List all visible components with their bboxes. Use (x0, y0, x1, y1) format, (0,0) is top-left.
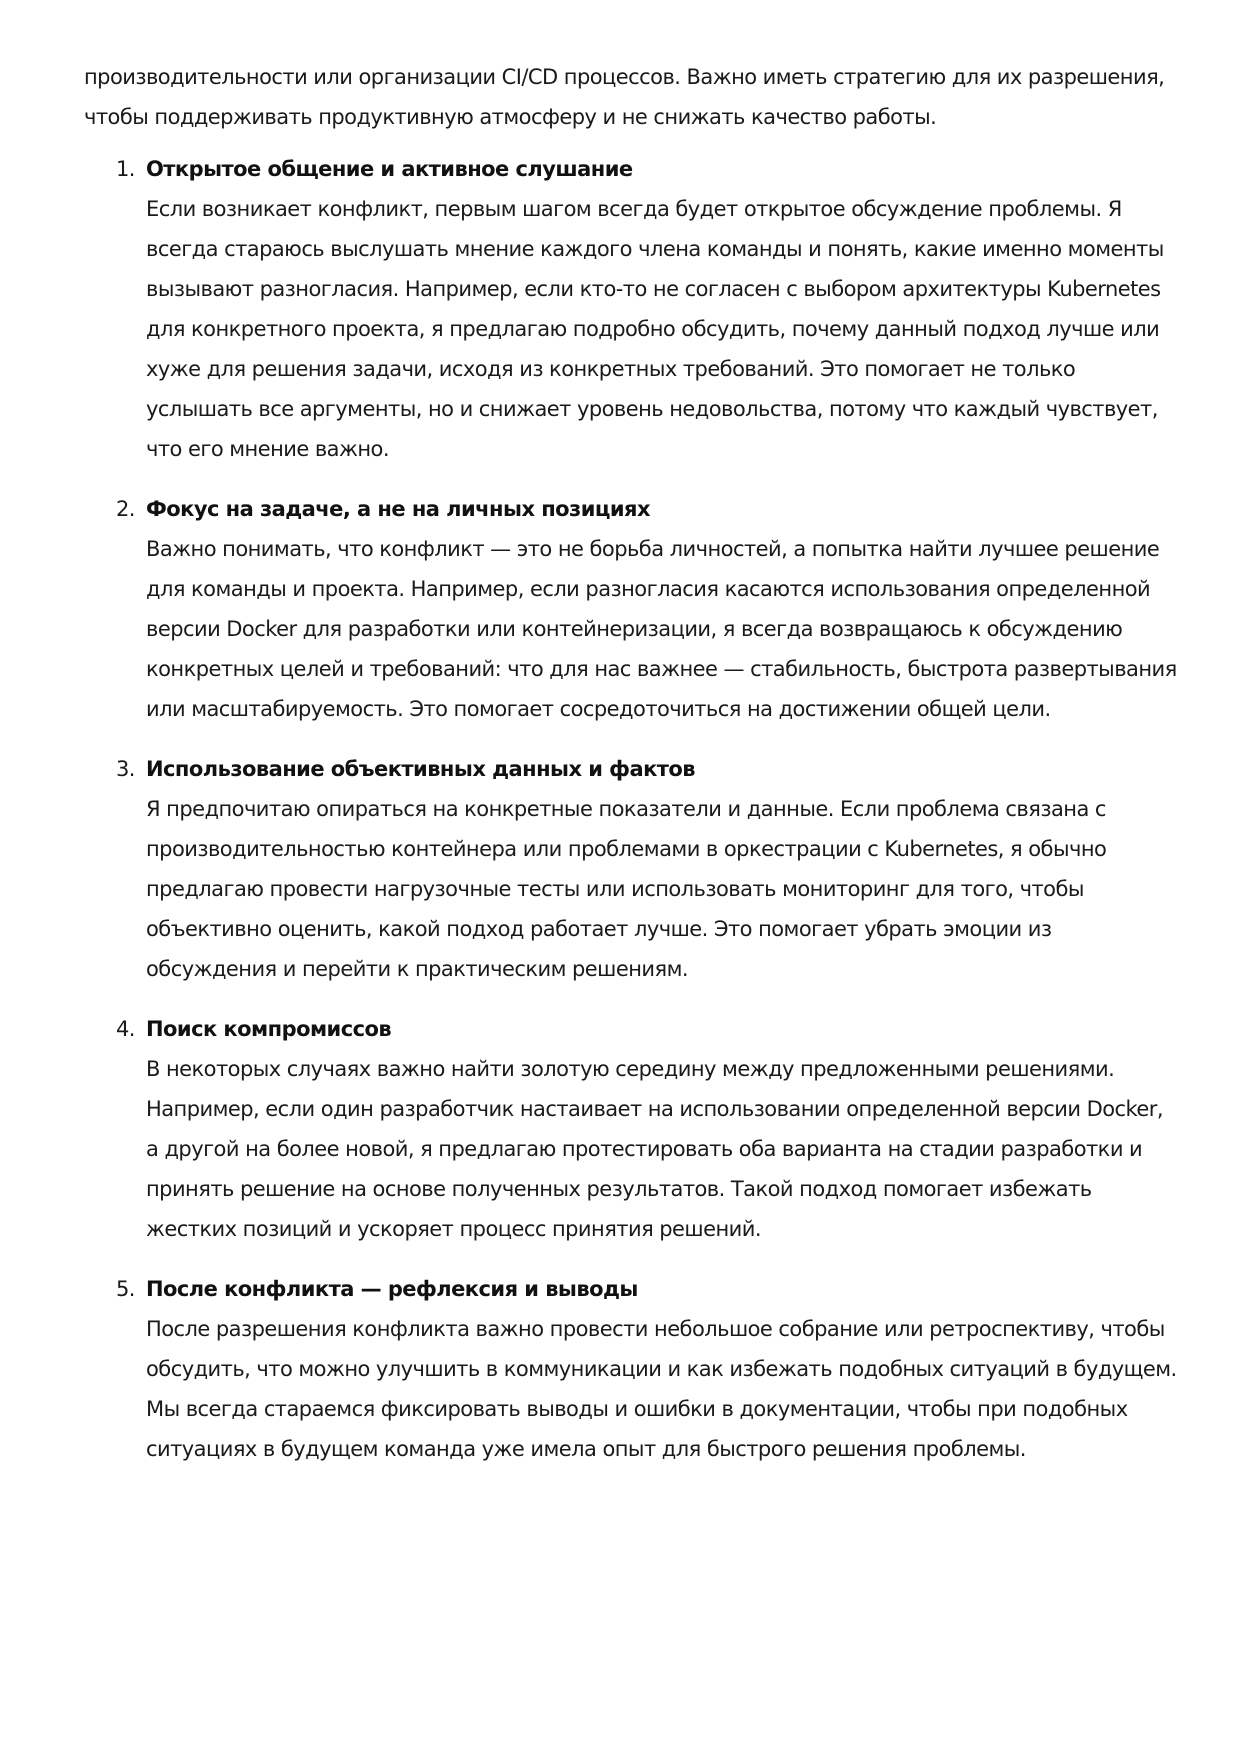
list-item-body: Я предпочитаю опираться на конкретные показатели и данные. Если проблема связана с производительностью контейнера или проблемами в оркестрации с Kubernetes, я обычно предлагаю провести нагрузочные тесты или использовать мониторинг для того, чтобы объективно оценить, какой подход работает лучше. Это помогает убрать эмоции из обсуждения и перейти к практическим решениям. (146, 797, 1107, 981)
list-item (84, 489, 1179, 729)
conflict-strategies-list (84, 149, 1179, 1469)
list-item-body: Если возникает конфликт, первым шагом всегда будет открытое обсуждение проблемы. Я всегда стараюсь выслушать мнение каждого члена команды и понять, какие именно моменты вызывают разногласия. Например, если кто-то не согласен с выбором архитектуры Kubernetes для конкретного проекта, я предлагаю подробно обсудить, почему данный подход лучше или хуже для решения задачи, исходя из конкретных требований. Это помогает не только услышать все аргументы, но и снижает уровень недовольства, потому что каждый чувствует, что его мнение важно. (146, 197, 1164, 461)
list-item-number: 3. (116, 757, 135, 781)
list-item-title: Поиск компромиссов (146, 1017, 392, 1041)
list-item-body: После разрешения конфликта важно провести небольшое собрание или ретроспективу, чтобы обсудить, что можно улучшить в коммуникации и как избежать подобных ситуаций в будущем. Мы всегда стараемся фиксировать выводы и ошибки в документации, чтобы при подобных ситуациях в будущем команда уже имела опыт для быстрого решения проблемы. (146, 1317, 1177, 1461)
list-item-number: 5. (116, 1277, 135, 1301)
list-item-title: Фокус на задаче, а не на личных позициях (146, 497, 650, 521)
list-item-title: После конфликта — рефлексия и выводы (146, 1277, 638, 1301)
list-item-title: Использование объективных данных и фактов (146, 757, 696, 781)
list-item (84, 749, 1179, 989)
list-item-title: Открытое общение и активное слушание (146, 157, 633, 181)
list-item-number: 1. (116, 157, 135, 181)
list-item-number: 2. (116, 497, 135, 521)
list-item-body: В некоторых случаях важно найти золотую середину между предложенными решениями. Например, если один разработчик настаивает на использовании определенной версии Docker, а другой на более новой, я предлагаю протестировать оба варианта на стадии разработки и принять решение на основе полученных результатов. Такой подход помогает избежать жестких позиций и ускоряет процесс принятия решений. (146, 1057, 1163, 1241)
list-item (84, 149, 1179, 469)
list-item-number: 4. (116, 1017, 135, 1041)
list-item-body: Важно понимать, что конфликт — это не борьба личностей, а попытка найти лучшее решение для команды и проекта. Например, если разногласия касаются использования определенной версии Docker для разработки или контейнеризации, я всегда возвращаюсь к обсуждению конкретных целей и требований: что для нас важнее — стабильность, быстрота развертывания или масштабируемость. Это помогает сосредоточиться на достижении общей цели. (146, 537, 1177, 721)
list-item (84, 1009, 1179, 1249)
intro-paragraph: производительности или организации CI/CD процессов. Важно иметь стратегию для их разрешения, чтобы поддерживать продуктивную атмосферу и не снижать качество работы. (84, 65, 1165, 129)
list-item (84, 1269, 1179, 1469)
